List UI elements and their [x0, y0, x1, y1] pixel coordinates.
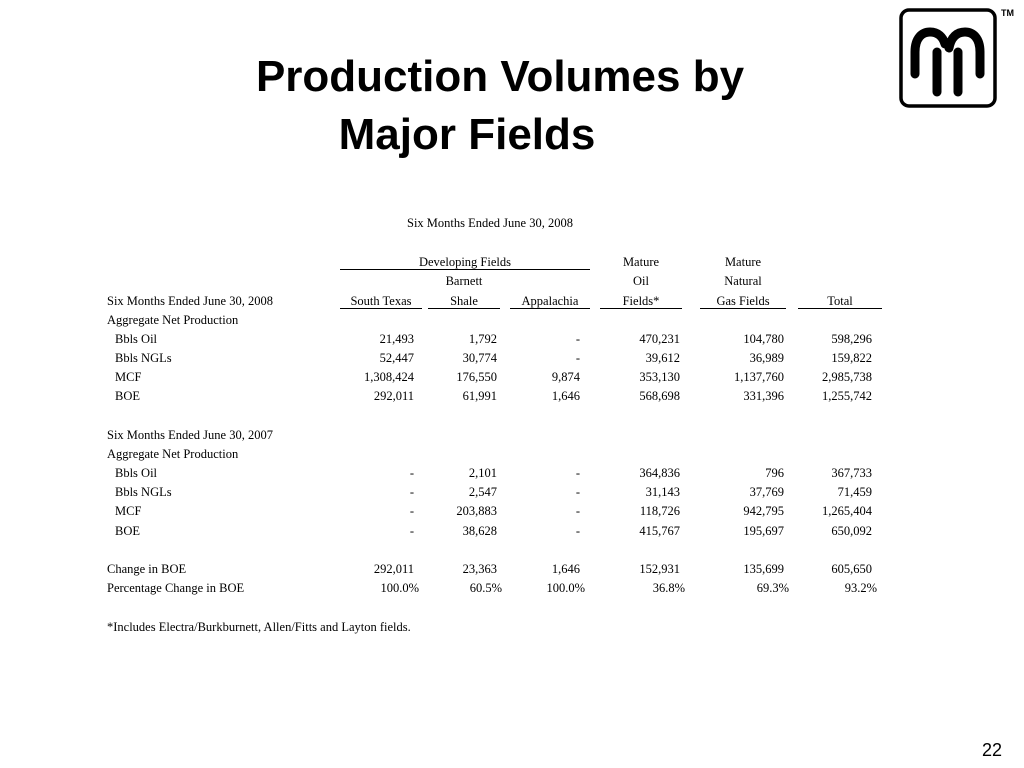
row-label: MCF [115, 370, 142, 384]
cell-value: 31,143 [645, 485, 680, 499]
cell-value: 364,836 [639, 466, 680, 480]
cell-value: 71,459 [837, 485, 872, 499]
cell-value: 61,991 [462, 389, 497, 403]
header-underline [798, 308, 882, 309]
section-2007-sublabel: Aggregate Net Production [107, 447, 239, 461]
row-label: Bbls NGLs [115, 485, 172, 499]
cell-value: 39,612 [645, 351, 680, 365]
cell-value: 135,699 [743, 562, 784, 576]
trademark-symbol: TM [1001, 8, 1014, 18]
row-label: Bbls Oil [115, 332, 158, 346]
cell-value: 38,628 [462, 524, 497, 538]
cell-value: 415,767 [639, 524, 680, 538]
row-label: BOE [115, 524, 140, 538]
cell-value: 1,308,424 [364, 370, 414, 384]
cell-value: 598,296 [831, 332, 872, 346]
header-mature-oil-2: Oil [633, 274, 649, 288]
slide-title-line-1: Production Volumes by [255, 52, 745, 101]
header-barnett-2: Shale [450, 294, 478, 308]
row-label: BOE [115, 389, 140, 403]
cell-value: 1,137,760 [734, 370, 784, 384]
percent-change-label: Percentage Change in BOE [107, 581, 245, 595]
cell-value: - [409, 485, 414, 499]
cell-value: 60.5% [469, 581, 502, 595]
slide-title [150, 48, 850, 164]
row-label: Bbls Oil [115, 466, 158, 480]
footnote: *Includes Electra/Burkburnett, Allen/Fitts and Layton fields. [107, 620, 411, 634]
slide-title-line-2: Major Fields [338, 110, 596, 159]
cell-value: 203,883 [456, 504, 497, 518]
cell-value: - [409, 504, 414, 518]
cell-value: - [409, 524, 414, 538]
header-underline [600, 308, 682, 309]
section-2007-label: Six Months Ended June 30, 2007 [107, 428, 273, 442]
cell-value: 118,726 [639, 504, 680, 518]
cell-value: 37,769 [749, 485, 784, 499]
cell-value: - [575, 485, 580, 499]
cell-value: 30,774 [462, 351, 497, 365]
cell-value: 568,698 [639, 389, 680, 403]
row-label: MCF [115, 504, 142, 518]
cell-value: - [575, 332, 580, 346]
cell-value: 100.0% [380, 581, 419, 595]
cell-value: 21,493 [379, 332, 414, 346]
cell-value: - [575, 504, 580, 518]
header-mature-gas-2: Natural [724, 274, 762, 288]
cell-value: 1,792 [468, 332, 497, 346]
cell-value: 159,822 [831, 351, 872, 365]
cell-value: 52,447 [379, 351, 414, 365]
cell-value: 605,650 [831, 562, 872, 576]
cell-value: 942,795 [743, 504, 784, 518]
group-heading-developing-fields: Developing Fields [418, 255, 511, 269]
header-south-texas: South Texas [350, 294, 412, 308]
cell-value: 36,989 [749, 351, 784, 365]
cell-value: 292,011 [373, 562, 414, 576]
cell-value: 36.8% [652, 581, 685, 595]
cell-value: 796 [765, 466, 784, 480]
cell-value: 23,363 [462, 562, 497, 576]
header-mature-gas-1: Mature [724, 255, 762, 269]
cell-value: 2,101 [468, 466, 497, 480]
cell-value: - [409, 466, 414, 480]
cell-value: - [575, 524, 580, 538]
cell-value: 9,874 [551, 370, 580, 384]
cell-value: - [575, 466, 580, 480]
page-number: 22 [981, 740, 1002, 760]
period-heading: Six Months Ended June 30, 2008 [407, 216, 573, 230]
header-mature-oil-3: Fields* [622, 294, 660, 308]
cell-value: 292,011 [373, 389, 414, 403]
header-underline [428, 308, 500, 309]
cell-value: 2,547 [468, 485, 497, 499]
header-mature-gas-3: Gas Fields [716, 294, 770, 308]
header-mature-oil-1: Mature [622, 255, 660, 269]
section-2008-label: Six Months Ended June 30, 2008 [107, 294, 273, 308]
company-logo [899, 8, 997, 108]
header-underline [340, 308, 422, 309]
cell-value: 353,130 [639, 370, 680, 384]
cell-value: 1,646 [551, 562, 580, 576]
cell-value: 1,255,742 [822, 389, 872, 403]
row-label: Bbls NGLs [115, 351, 172, 365]
group-underline [340, 269, 590, 270]
cell-value: 93.2% [844, 581, 877, 595]
cell-value: 650,092 [831, 524, 872, 538]
header-underline [700, 308, 786, 309]
cell-value: 1,265,404 [822, 504, 872, 518]
cell-value: 104,780 [743, 332, 784, 346]
cell-value: 2,985,738 [822, 370, 872, 384]
header-barnett-1: Barnett [445, 274, 483, 288]
change-label: Change in BOE [107, 562, 187, 576]
cell-value: 470,231 [639, 332, 680, 346]
section-2008-sublabel: Aggregate Net Production [107, 313, 239, 327]
header-appalachia: Appalachia [521, 294, 579, 308]
header-underline [510, 308, 590, 309]
cell-value: 69.3% [756, 581, 789, 595]
cell-value: - [575, 351, 580, 365]
cell-value: 195,697 [743, 524, 784, 538]
cell-value: 1,646 [551, 389, 580, 403]
cell-value: 100.0% [546, 581, 585, 595]
cell-value: 176,550 [456, 370, 497, 384]
header-total: Total [827, 294, 853, 308]
cell-value: 331,396 [743, 389, 784, 403]
cell-value: 367,733 [831, 466, 872, 480]
cell-value: 152,931 [639, 562, 680, 576]
